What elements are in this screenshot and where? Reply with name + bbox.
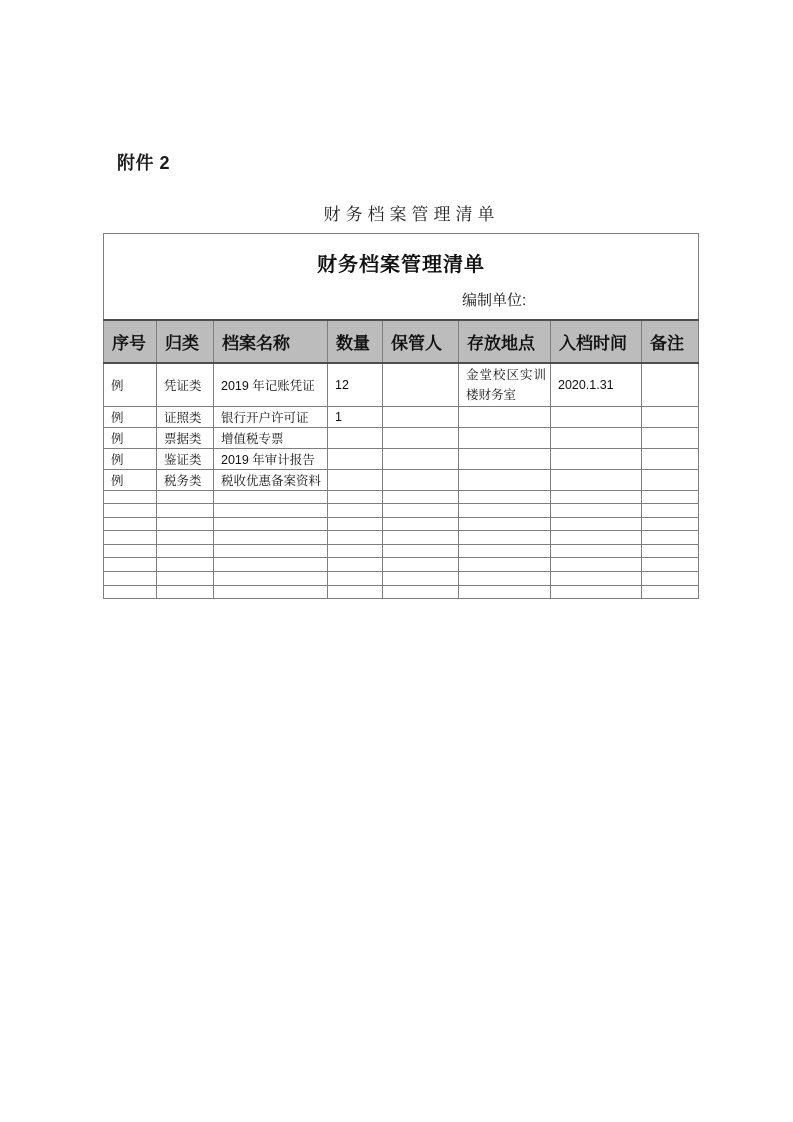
cell-name: 2019 年审计报告 [214, 448, 328, 469]
table-row [104, 406, 699, 427]
cell-location [459, 406, 551, 427]
empty-cell [104, 517, 157, 531]
empty-cell [328, 490, 383, 504]
cell-note [642, 469, 699, 490]
cell-keeper [383, 363, 459, 407]
empty-cell [551, 517, 642, 531]
cell-name: 2019 年记账凭证 [214, 363, 328, 407]
empty-cell [104, 504, 157, 518]
cell-no: 例 [104, 427, 157, 448]
cell-category: 税务类 [157, 469, 214, 490]
empty-cell [328, 531, 383, 545]
cell-qty: 12 [328, 363, 383, 407]
empty-cell [157, 558, 214, 572]
archive-table [103, 233, 699, 599]
cell-date [551, 406, 642, 427]
empty-cell [383, 585, 459, 599]
empty-cell [642, 504, 699, 518]
empty-cell [551, 585, 642, 599]
empty-cell [328, 517, 383, 531]
empty-cell [459, 490, 551, 504]
empty-cell [551, 544, 642, 558]
cell-qty [328, 469, 383, 490]
cell-qty [328, 448, 383, 469]
empty-cell [214, 504, 328, 518]
cell-name: 银行开户许可证 [214, 406, 328, 427]
empty-cell [104, 531, 157, 545]
empty-cell [157, 490, 214, 504]
cell-location [459, 427, 551, 448]
cell-note [642, 363, 699, 407]
column-header-category: 归类 [157, 320, 214, 363]
column-header-location: 存放地点 [459, 320, 551, 363]
empty-cell [104, 558, 157, 572]
empty-cell [642, 490, 699, 504]
cell-category: 鉴证类 [157, 448, 214, 469]
cell-category: 凭证类 [157, 363, 214, 407]
attachment-label: 附件 2 [117, 153, 171, 173]
empty-cell [642, 585, 699, 599]
empty-cell [157, 504, 214, 518]
empty-cell [157, 585, 214, 599]
column-header-no: 序号 [104, 320, 157, 363]
empty-table-row [104, 490, 699, 504]
cell-keeper [383, 469, 459, 490]
empty-table-row [104, 544, 699, 558]
empty-cell [383, 558, 459, 572]
empty-cell [459, 558, 551, 572]
empty-cell [157, 572, 214, 586]
cell-date: 2020.1.31 [551, 363, 642, 407]
cell-no: 例 [104, 406, 157, 427]
empty-cell [642, 531, 699, 545]
cell-note [642, 427, 699, 448]
empty-cell [383, 517, 459, 531]
empty-table-row [104, 504, 699, 518]
empty-cell [383, 504, 459, 518]
empty-cell [459, 544, 551, 558]
cell-no: 例 [104, 469, 157, 490]
empty-table-row [104, 585, 699, 599]
table-title-row [104, 234, 699, 320]
cell-note [642, 406, 699, 427]
empty-cell [551, 531, 642, 545]
empty-cell [459, 504, 551, 518]
column-header-qty: 数量 [328, 320, 383, 363]
empty-cell [328, 585, 383, 599]
cell-qty [328, 427, 383, 448]
empty-cell [459, 572, 551, 586]
empty-cell [551, 490, 642, 504]
empty-cell [642, 558, 699, 572]
empty-cell [214, 517, 328, 531]
empty-cell [328, 504, 383, 518]
empty-cell [328, 558, 383, 572]
empty-cell [157, 517, 214, 531]
cell-location [459, 448, 551, 469]
empty-cell [459, 585, 551, 599]
table-title-cell [104, 234, 699, 320]
cell-keeper [383, 406, 459, 427]
table-row [104, 363, 699, 407]
empty-table-row [104, 517, 699, 531]
cell-name: 增值税专票 [214, 427, 328, 448]
empty-cell [157, 544, 214, 558]
cell-category: 票据类 [157, 427, 214, 448]
column-header-name: 档案名称 [214, 320, 328, 363]
cell-date [551, 469, 642, 490]
table-header-row [104, 320, 699, 363]
table-row [104, 448, 699, 469]
cell-location [459, 469, 551, 490]
cell-no: 例 [104, 448, 157, 469]
empty-cell [642, 572, 699, 586]
empty-table-row [104, 558, 699, 572]
empty-cell [214, 490, 328, 504]
cell-no: 例 [104, 363, 157, 407]
empty-cell [383, 531, 459, 545]
cell-keeper [383, 448, 459, 469]
empty-cell [104, 490, 157, 504]
empty-cell [104, 585, 157, 599]
table-row [104, 469, 699, 490]
column-header-date: 入档时间 [551, 320, 642, 363]
empty-cell [551, 558, 642, 572]
cell-date [551, 427, 642, 448]
empty-cell [642, 544, 699, 558]
empty-cell [459, 517, 551, 531]
empty-cell [104, 572, 157, 586]
empty-cell [214, 531, 328, 545]
empty-cell [383, 490, 459, 504]
empty-cell [214, 544, 328, 558]
column-header-note: 备注 [642, 320, 699, 363]
empty-cell [383, 572, 459, 586]
cell-location: 金堂校区实训 楼财务室 [459, 363, 551, 407]
cell-keeper [383, 427, 459, 448]
column-header-keeper: 保管人 [383, 320, 459, 363]
empty-cell [214, 558, 328, 572]
empty-cell [214, 572, 328, 586]
cell-date [551, 448, 642, 469]
cell-qty: 1 [328, 406, 383, 427]
empty-table-row [104, 572, 699, 586]
cell-category: 证照类 [157, 406, 214, 427]
empty-cell [328, 572, 383, 586]
empty-cell [104, 544, 157, 558]
document-title: 财务档案管理清单 [323, 205, 500, 224]
empty-cell [642, 517, 699, 531]
table-title: 财务档案管理清单 [317, 254, 486, 276]
unit-label: 编制单位: [462, 292, 527, 309]
cell-note [642, 448, 699, 469]
empty-table-row [104, 531, 699, 545]
empty-cell [328, 544, 383, 558]
cell-name: 税收优惠备案资料 [214, 469, 328, 490]
empty-cell [157, 531, 214, 545]
empty-cell [459, 531, 551, 545]
empty-cell [214, 585, 328, 599]
empty-cell [383, 544, 459, 558]
empty-cell [551, 504, 642, 518]
empty-cell [551, 572, 642, 586]
table-row [104, 427, 699, 448]
